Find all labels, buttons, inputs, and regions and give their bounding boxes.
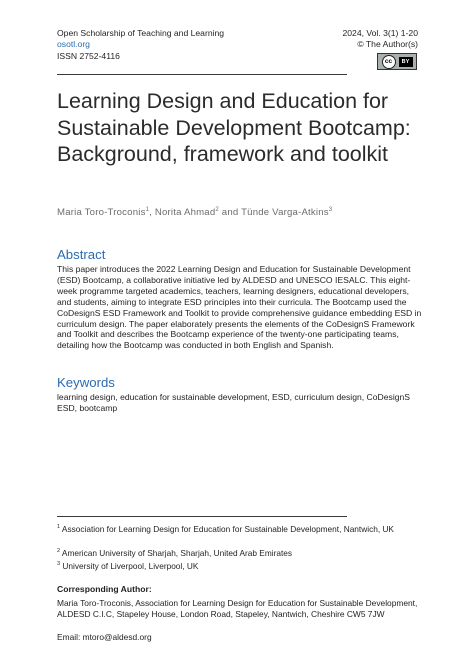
author-name: Norita Ahmad [154,207,216,219]
corresponding-author-heading: Corresponding Author: [57,584,152,594]
author-name: Tünde Varga-Atkins [241,207,329,219]
keywords-text: learning design, education for sustainable development, ESD, curriculum design, CoDesignS ESD, bootcamp [57,392,411,413]
author-list [57,207,332,218]
footnote-mark: 1 [57,524,61,530]
author-name: Maria Toro-Troconis [57,207,146,219]
author-affiliation-mark: 1 [145,207,150,213]
footnote-text: American University of Sharjah, Sharjah, United Arab Emirates [60,547,293,558]
corresponding-author-email[interactable]: Email: mtoro@aldesd.org [57,632,152,642]
header-divider [57,74,347,75]
volume-info: 2024, Vol. 3(1) 1-20 [342,28,418,38]
footnote-mark: 2 [57,548,61,554]
article-title: Learning Design and Education for Sustainable Development Bootcamp: Background, framework and toolkit [57,89,411,166]
footnote-divider [57,516,347,517]
abstract-heading: Abstract [57,247,106,262]
footnote-text: Association for Learning Design for Education for Sustainable Development, Nantwich, UK [60,523,394,534]
author-affiliation-mark: 2 [215,207,219,213]
cc-logo-icon: cc [382,55,396,69]
author-separator: and [218,207,242,219]
corresponding-author-address: Maria Toro-Troconis, Association for Learning Design for Education for Sustainable Development, ALDESD C.I.C, Stapeley House, London Road, Stapeley, Nantwich, Cheshire CW5 7JW [57,598,418,619]
keywords-heading: Keywords [57,375,115,390]
abstract-text: This paper introduces the 2022 Learning Design and Education for Sustainable Development (ESD) Bootcamp, a collaborative initiative led by ALDESD and UNESCO IESALC. This eight-week programme targeted academics, teachers, learning designers, educational developers, and students, aiming to integrate ESD principles into their curricula. The Bootcamp used the CoDesignS ESD Framework and Toolkit to provide comprehensive guidance embedding ESD in curriculum design. The paper elaborately presents the elements of the CoDesignS Framework and Toolkit and describes the Bootcamp experience of the twenty-one participating teams, detailing how the Bootcamp was conducted in both English and Spanish. [57,264,422,351]
copyright-notice: © The Author(s) [357,39,418,50]
journal-url-link[interactable]: osotl.org [57,39,90,50]
author-affiliation-mark: 3 [328,207,333,213]
author-separator: , [149,207,155,219]
journal-info [57,28,224,62]
footnote-affiliation-3 [57,559,419,572]
by-attribution-icon: BY [399,57,413,67]
cc-by-license-icon[interactable] [377,53,417,70]
journal-name: Open Scholarship of Teaching and Learning [57,28,225,38]
footnote-affiliation-2 [57,546,419,559]
footnote-affiliation-1 [57,522,419,535]
footnote-text: University of Liverpool, Liverpool, UK [60,560,199,571]
footnote-mark: 3 [57,561,61,567]
journal-issn: ISSN 2752-4116 [57,50,120,61]
article-meta [343,28,419,51]
